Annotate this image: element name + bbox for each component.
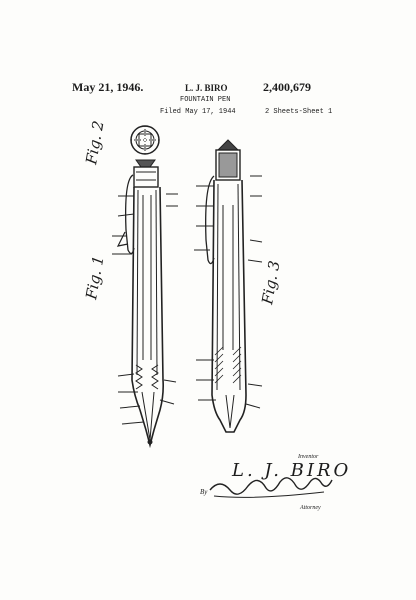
inventor-header: L. J. BIRO xyxy=(185,83,228,93)
attorney-label: Attorney xyxy=(300,505,321,511)
patent-title: FOUNTAIN PEN xyxy=(180,96,231,104)
patent-number: 2,400,679 xyxy=(263,80,311,94)
inventor-label: Inventor xyxy=(298,454,319,460)
fig3-pen-drawing xyxy=(194,140,262,432)
fig3-label: Fig. 3 xyxy=(258,259,284,306)
fig1-label: Fig. 1 xyxy=(82,254,108,301)
fig1-pen-drawing xyxy=(112,160,178,445)
sheet-count: 2 Sheets-Sheet 1 xyxy=(265,108,333,116)
patent-date: May 21, 1946. xyxy=(72,80,144,94)
fig2-cross-section xyxy=(131,126,159,154)
fig2-label: Fig. 2 xyxy=(82,119,108,166)
filed-date: Filed May 17, 1944 xyxy=(160,108,236,116)
inventor-signature: L. J. BIRO xyxy=(232,460,352,481)
by-label: By xyxy=(200,488,208,496)
